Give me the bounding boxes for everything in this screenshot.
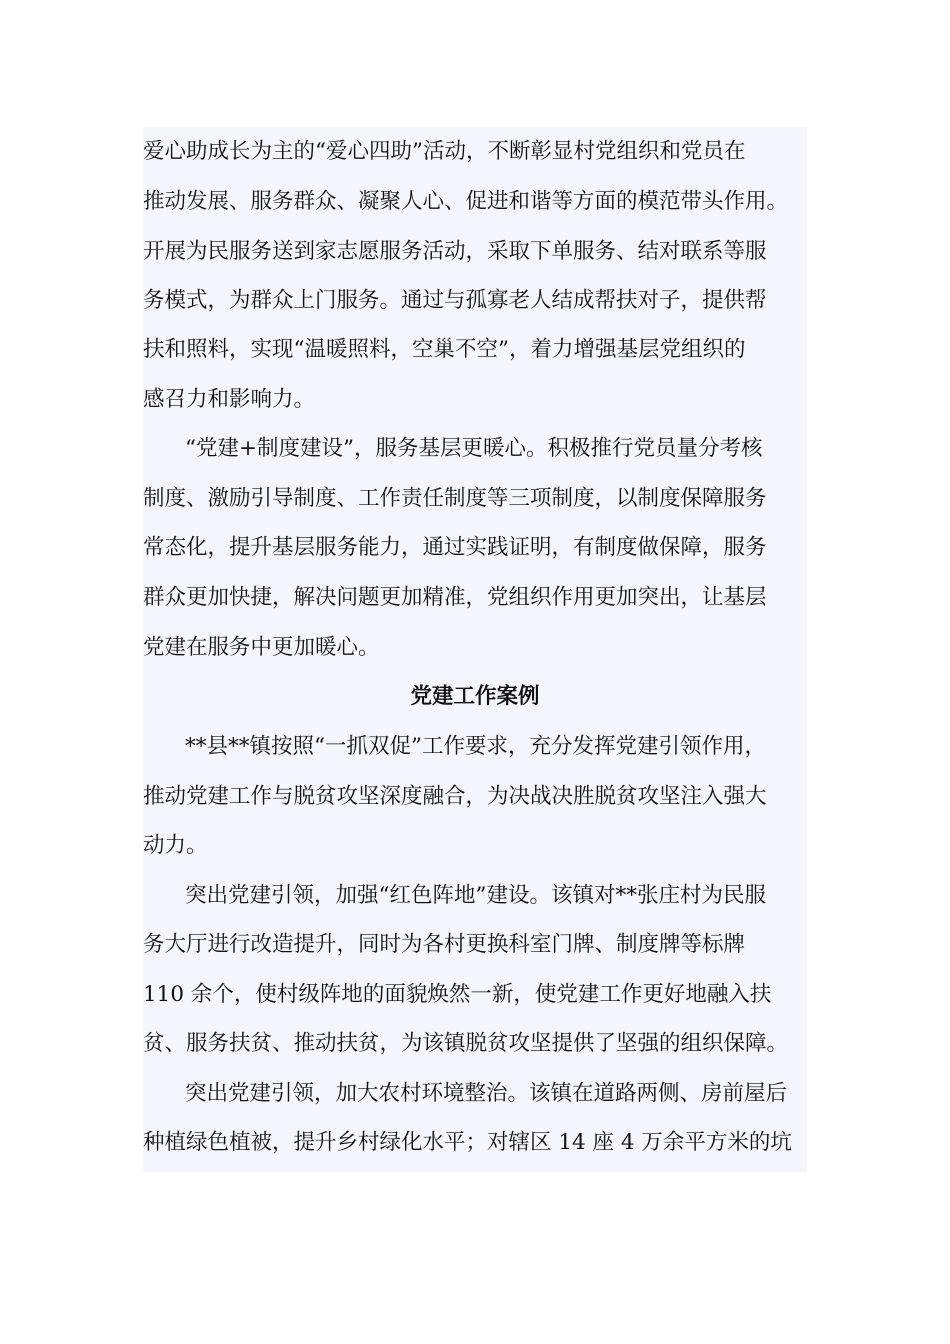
paragraph-line: 贫、服务扶贫、推动扶贫，为该镇脱贫攻坚提供了坚强的组织保障。 xyxy=(143,1031,789,1056)
paragraph-line: 感召力和影响力。 xyxy=(143,387,316,412)
paragraph-line: 扶和照料，实现“温暖照料，空巢不空”，着力增强基层党组织的 xyxy=(143,337,746,362)
section-heading: 党建工作案例 xyxy=(410,684,540,709)
paragraph-line: 推动发展、服务群众、凝聚人心、促进和谐等方面的模范带头作用。 xyxy=(143,189,789,214)
paragraph-line: 突出党建引领，加大农村环境整治。该镇在道路两侧、房前屋后 xyxy=(185,1081,788,1106)
paragraph-line: 常态化，提升基层服务能力，通过实践证明，有制度做保障，服务 xyxy=(143,535,767,560)
paragraph-line: 开展为民服务送到家志愿服务活动，采取下单服务、结对联系等服 xyxy=(143,239,767,264)
paragraph-line: **县**镇按照“一抓双促”工作要求，充分发挥党建引领作用， xyxy=(185,734,766,759)
paragraph-line: 种植绿色植被，提升乡村绿化水平；对辖区 14 座 4 万余平方米的坑 xyxy=(143,1130,792,1155)
paragraph-line: “党建+制度建设”，服务基层更暖心。积极推行党员量分考核 xyxy=(185,436,763,461)
paragraph-line: 群众更加快捷，解决问题更加精准，党组织作用更加突出，让基层 xyxy=(143,585,767,610)
paragraph-line: 爱心助成长为主的“爱心四助”活动，不断彰显村党组织和党员在 xyxy=(143,139,746,164)
paragraph-line: 推动党建工作与脱贫攻坚深度融合，为决战决胜脱贫攻坚注入强大 xyxy=(143,784,767,809)
paragraph-line: 务大厅进行改造提升，同时为各村更换科室门牌、制度牌等标牌 xyxy=(143,932,746,957)
paragraph-line: 务模式，为群众上门服务。通过与孤寡老人结成帮扶对子，提供帮 xyxy=(143,288,767,313)
paragraph-line: 动力。 xyxy=(143,833,208,858)
document-body xyxy=(143,127,807,1172)
paragraph-line: 110 余个，使村级阵地的面貌焕然一新，使党建工作更好地融入扶 xyxy=(143,982,772,1007)
paragraph-line: 党建在服务中更加暖心。 xyxy=(143,635,380,660)
paragraph-line: 制度、激励引导制度、工作责任制度等三项制度，以制度保障服务 xyxy=(143,486,767,511)
paragraph-line: 突出党建引领，加强“红色阵地”建设。该镇对**张庄村为民服 xyxy=(185,883,766,908)
